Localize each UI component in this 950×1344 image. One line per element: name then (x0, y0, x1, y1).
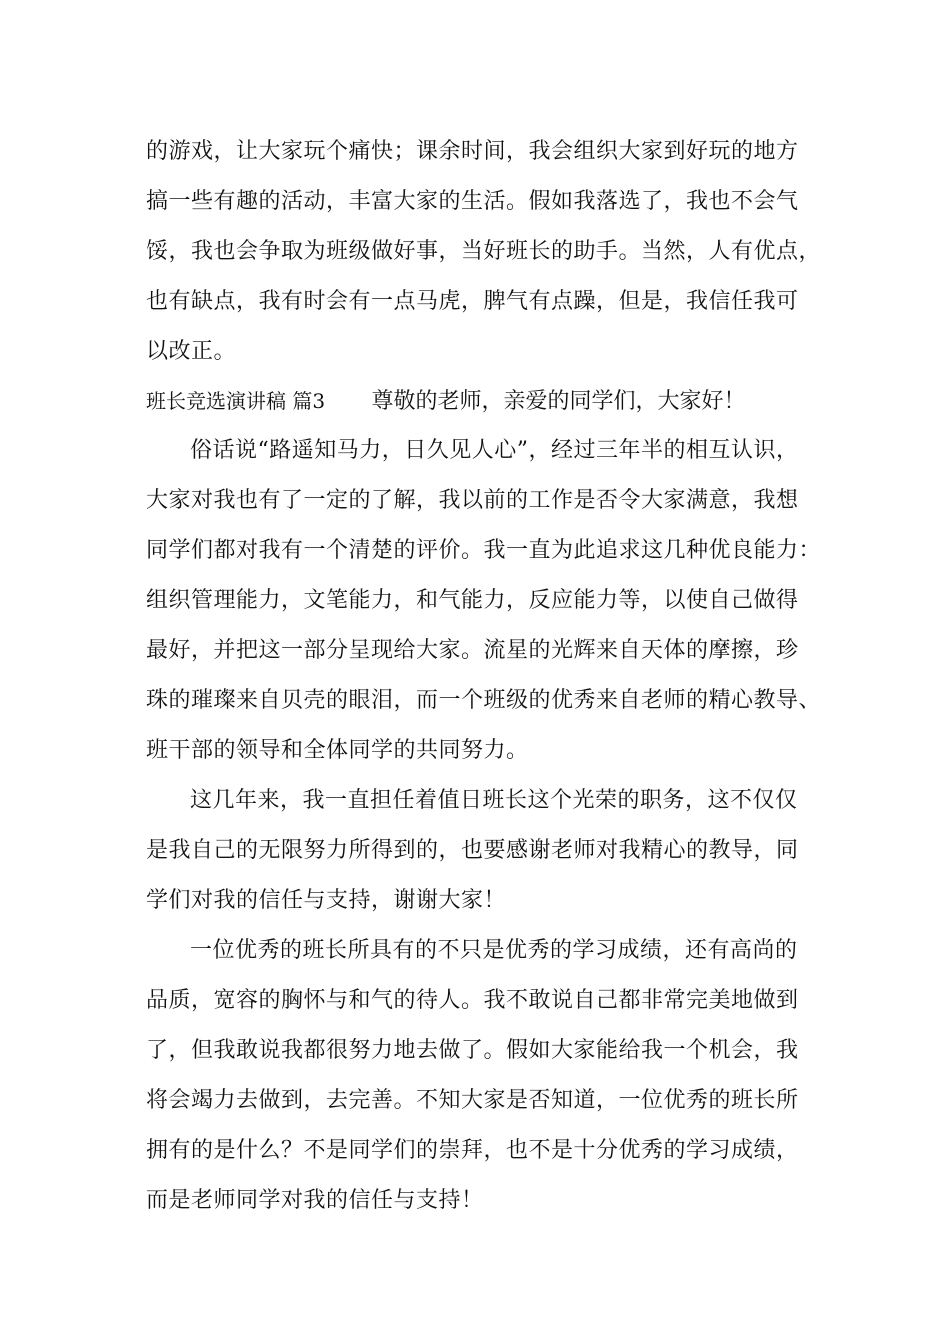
paragraph-2-line-1: 俗话说“路遥知马力，日久见人心”，经过三年半的相互认识， (190, 438, 799, 463)
paragraph-1-line-2: 搞一些有趣的活动，丰富大家的生活。假如我落选了，我也不会气 (146, 189, 799, 214)
greeting-text: 尊敬的老师，亲爱的同学们，大家好！ (371, 389, 746, 414)
paragraph-4-line-2: 品质，宽容的胸怀与和气的待人。我不敢说自己都非常完美地做到 (146, 988, 799, 1013)
paragraph-3-line-3: 学们对我的信任与支持，谢谢大家！ (146, 888, 507, 913)
paragraph-1-line-5: 以改正。 (146, 339, 237, 364)
paragraph-4-line-6: 而是老师同学对我的信任与支持！ (146, 1188, 484, 1213)
paragraph-2-line-6: 珠的璀璨来自贝壳的眼泪，而一个班级的优秀来自老师的精心教导、 (146, 688, 822, 713)
section-heading (146, 386, 745, 416)
paragraph-2-line-2: 大家对我也有了一定的了解，我以前的工作是否令大家满意，我想 (146, 488, 799, 513)
paragraph-4-line-3: 了，但我敢说我都很努力地去做了。假如大家能给我一个机会，我 (146, 1038, 799, 1063)
paragraph-1-line-1: 的游戏，让大家玩个痛快；课余时间，我会组织大家到好玩的地方 (146, 139, 799, 164)
section-title: 班长竞选演讲稿 篇3 (146, 389, 326, 413)
paragraph-1-line-3: 馁，我也会争取为班级做好事，当好班长的助手。当然，人有优点， (146, 239, 822, 264)
paragraph-4-line-4: 将会竭力去做到，去完善。不知大家是否知道，一位优秀的班长所 (146, 1088, 799, 1113)
paragraph-2-line-7: 班干部的领导和全体同学的共同努力。 (146, 738, 529, 763)
paragraph-3-line-1: 这几年来，我一直担任着值日班长这个光荣的职务，这不仅仅 (190, 788, 798, 813)
paragraph-4-line-1: 一位优秀的班长所具有的不只是优秀的学习成绩，还有高尚的 (190, 938, 798, 963)
paragraph-1-line-4: 也有缺点，我有时会有一点马虎，脾气有点躁，但是，我信任我可 (146, 289, 799, 314)
paragraph-2-line-4: 组织管理能力，文笔能力，和气能力，反应能力等，以使自己做得 (146, 588, 799, 613)
paragraph-2-line-3: 同学们都对我有一个清楚的评价。我一直为此追求这几种优良能力： (146, 538, 822, 563)
paragraph-3-line-2: 是我自己的无限努力所得到的，也要感谢老师对我精心的教导，同 (146, 838, 799, 863)
paragraph-4-line-5: 拥有的是什么？不是同学们的崇拜，也不是十分优秀的学习成绩， (146, 1138, 799, 1163)
paragraph-2-line-5: 最好，并把这一部分呈现给大家。流星的光辉来自天体的摩擦，珍 (146, 638, 799, 663)
